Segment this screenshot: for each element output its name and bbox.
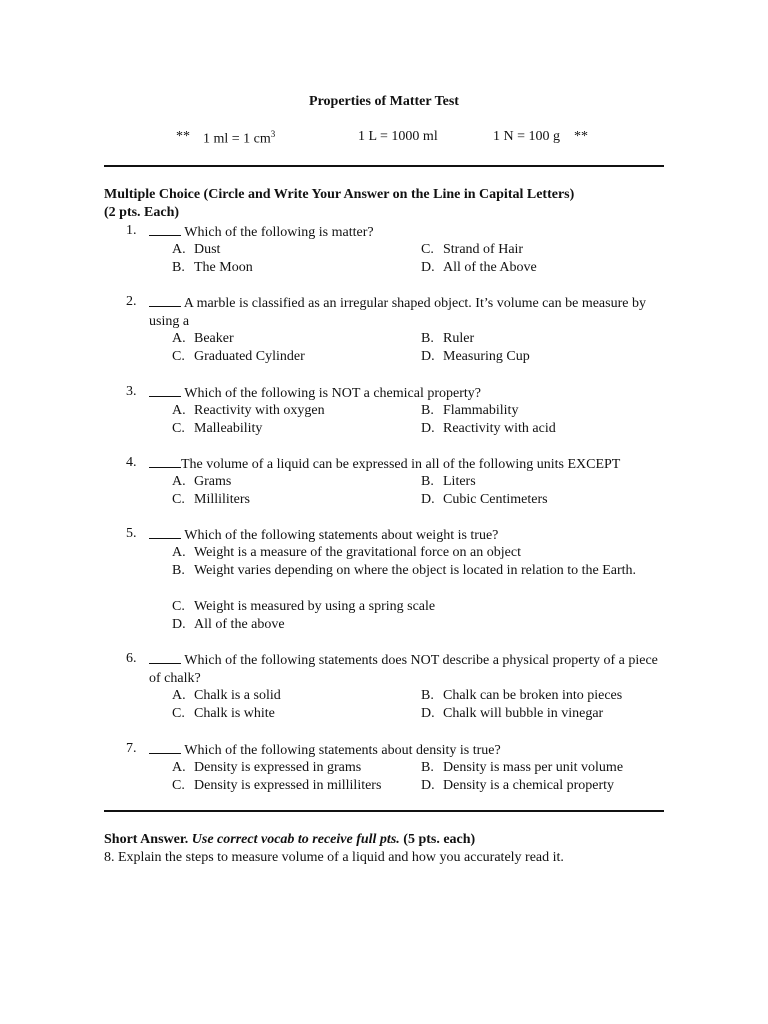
option-letter: A. bbox=[172, 545, 186, 560]
option-text: Density is expressed in milliliters bbox=[194, 778, 382, 793]
option bbox=[421, 259, 537, 277]
option-text: Liters bbox=[443, 474, 476, 489]
page-title: Properties of Matter Test bbox=[309, 94, 459, 109]
cm-exponent: 3 bbox=[270, 129, 276, 139]
answer-blank[interactable] bbox=[149, 455, 181, 468]
option bbox=[421, 241, 523, 259]
option bbox=[172, 241, 220, 259]
option-text: Chalk can be broken into pieces bbox=[443, 688, 623, 703]
answer-blank[interactable] bbox=[149, 741, 181, 754]
question-number: 7. bbox=[126, 741, 137, 756]
question-number: 1. bbox=[126, 223, 137, 238]
answer-blank[interactable] bbox=[149, 526, 181, 539]
option-text: Graduated Cylinder bbox=[194, 349, 305, 364]
option bbox=[172, 491, 250, 509]
option-text: The Moon bbox=[194, 260, 253, 275]
option-letter: A. bbox=[172, 331, 186, 346]
option-letter: A. bbox=[172, 403, 186, 418]
question-stem bbox=[149, 384, 664, 403]
option bbox=[421, 402, 518, 420]
option bbox=[172, 348, 305, 366]
option-text: Density is expressed in grams bbox=[194, 760, 362, 775]
option bbox=[421, 330, 474, 348]
option-text: Reactivity with acid bbox=[443, 421, 556, 436]
mc-points: (2 pts. Each) bbox=[104, 205, 180, 220]
asterisks-close: ** bbox=[574, 129, 588, 144]
question-text: The volume of a liquid can be expressed in all of the following units EXCEPT bbox=[181, 457, 621, 472]
option bbox=[172, 616, 285, 634]
option-letter: A. bbox=[172, 760, 186, 775]
ml-conversion-text: 1 ml = 1 cm bbox=[203, 131, 271, 147]
option-letter: C. bbox=[172, 349, 185, 364]
option bbox=[172, 759, 361, 777]
option-letter: D. bbox=[421, 349, 435, 364]
question-text: Which of the following statements does NOT describe a physical property of a piece of chalk? bbox=[149, 653, 658, 686]
ml-conversion bbox=[203, 129, 275, 148]
option-letter: B. bbox=[421, 403, 434, 418]
option-letter: C. bbox=[172, 778, 185, 793]
liter-conversion: 1 L = 1000 ml bbox=[358, 129, 438, 144]
option-text: Density is a chemical property bbox=[443, 778, 615, 793]
option-text: All of the above bbox=[194, 617, 285, 632]
short-answer-instructions: Use correct vocab to receive full pts. bbox=[191, 832, 400, 847]
option bbox=[421, 687, 622, 705]
question-stem bbox=[149, 651, 664, 688]
option-letter: B. bbox=[421, 760, 434, 775]
divider-top bbox=[104, 165, 664, 167]
option bbox=[172, 777, 381, 795]
option-text: Ruler bbox=[443, 331, 475, 346]
option-letter: A. bbox=[172, 242, 186, 257]
option bbox=[172, 402, 325, 420]
question-number: 4. bbox=[126, 455, 137, 470]
question-text: A marble is classified as an irregular shaped object. It’s volume can be measure by using a bbox=[149, 296, 646, 329]
option bbox=[172, 473, 231, 491]
option-text: Measuring Cup bbox=[443, 349, 530, 364]
option-letter: B. bbox=[421, 688, 434, 703]
question-number: 2. bbox=[126, 294, 137, 309]
option-letter: A. bbox=[172, 688, 186, 703]
option-letter: A. bbox=[172, 474, 186, 489]
option-text: Cubic Centimeters bbox=[443, 492, 548, 507]
question-number: 5. bbox=[126, 526, 137, 541]
option-letter: C. bbox=[172, 599, 185, 614]
newton-conversion: 1 N = 100 g bbox=[493, 129, 561, 144]
question-stem bbox=[149, 526, 664, 545]
option bbox=[172, 259, 253, 277]
option-text: Milliliters bbox=[194, 492, 250, 507]
option-text: Weight is measured by using a spring scale bbox=[194, 599, 436, 614]
answer-blank[interactable] bbox=[149, 651, 181, 664]
answer-blank[interactable] bbox=[149, 384, 181, 397]
mc-heading: Multiple Choice (Circle and Write Your Answer on the Line in Capital Letters) bbox=[104, 187, 575, 202]
option-letter: C. bbox=[172, 421, 185, 436]
option bbox=[421, 473, 476, 491]
question-stem bbox=[149, 294, 664, 331]
option bbox=[172, 562, 642, 580]
question-number: 6. bbox=[126, 651, 137, 666]
question-stem bbox=[149, 455, 664, 474]
option-text: Density is mass per unit volume bbox=[443, 760, 624, 775]
asterisks-open: ** bbox=[176, 129, 190, 144]
option-letter: B. bbox=[172, 563, 185, 578]
question-number: 3. bbox=[126, 384, 137, 399]
option bbox=[172, 705, 275, 723]
option-text: Weight varies depending on where the object is located in relation to the Earth. bbox=[194, 563, 637, 578]
option bbox=[172, 544, 521, 562]
option-letter: D. bbox=[421, 778, 435, 793]
option-text: Weight is a measure of the gravitational force on an object bbox=[194, 545, 521, 560]
option bbox=[172, 598, 435, 616]
option-letter: C. bbox=[172, 706, 185, 721]
answer-blank[interactable] bbox=[149, 294, 181, 307]
option bbox=[172, 420, 262, 438]
option-letter: D. bbox=[421, 492, 435, 507]
short-answer-label: Short Answer. bbox=[104, 832, 189, 847]
option-letter: D. bbox=[421, 260, 435, 275]
option bbox=[421, 705, 603, 723]
option-letter: D. bbox=[421, 421, 435, 436]
option bbox=[172, 687, 281, 705]
option-text: Dust bbox=[194, 242, 221, 257]
question-stem bbox=[149, 223, 664, 242]
option-text: Reactivity with oxygen bbox=[194, 403, 325, 418]
option-letter: B. bbox=[421, 331, 434, 346]
option-letter: C. bbox=[172, 492, 185, 507]
option-text: Chalk will bubble in vinegar bbox=[443, 706, 604, 721]
option-text: Grams bbox=[194, 474, 232, 489]
answer-blank[interactable] bbox=[149, 223, 181, 236]
question-stem bbox=[149, 741, 664, 760]
option-text: All of the Above bbox=[443, 260, 537, 275]
option bbox=[421, 759, 623, 777]
option-text: Beaker bbox=[194, 331, 234, 346]
option-text: Flammability bbox=[443, 403, 519, 418]
option-text: Malleability bbox=[194, 421, 263, 436]
option-letter: B. bbox=[172, 260, 185, 275]
option-letter: C. bbox=[421, 242, 434, 257]
question-text: Which of the following is NOT a chemical property? bbox=[184, 386, 482, 401]
option-text: Chalk is white bbox=[194, 706, 275, 721]
option-letter: D. bbox=[172, 617, 186, 632]
option-text: Chalk is a solid bbox=[194, 688, 281, 703]
option bbox=[421, 420, 556, 438]
divider-bottom bbox=[104, 810, 664, 812]
question-8: 8. Explain the steps to measure volume of a liquid and how you accurately read it. bbox=[104, 850, 564, 865]
question-text: Which of the following statements about weight is true? bbox=[184, 528, 499, 543]
option-text: Strand of Hair bbox=[443, 242, 524, 257]
option-letter: B. bbox=[421, 474, 434, 489]
question-text: Which of the following is matter? bbox=[184, 225, 374, 240]
short-answer-heading bbox=[104, 832, 475, 848]
short-answer-points: (5 pts. each) bbox=[403, 832, 476, 847]
option bbox=[421, 491, 548, 509]
question-text: Which of the following statements about density is true? bbox=[184, 743, 501, 758]
option bbox=[172, 330, 234, 348]
option-letter: D. bbox=[421, 706, 435, 721]
option bbox=[421, 348, 530, 366]
option bbox=[421, 777, 614, 795]
